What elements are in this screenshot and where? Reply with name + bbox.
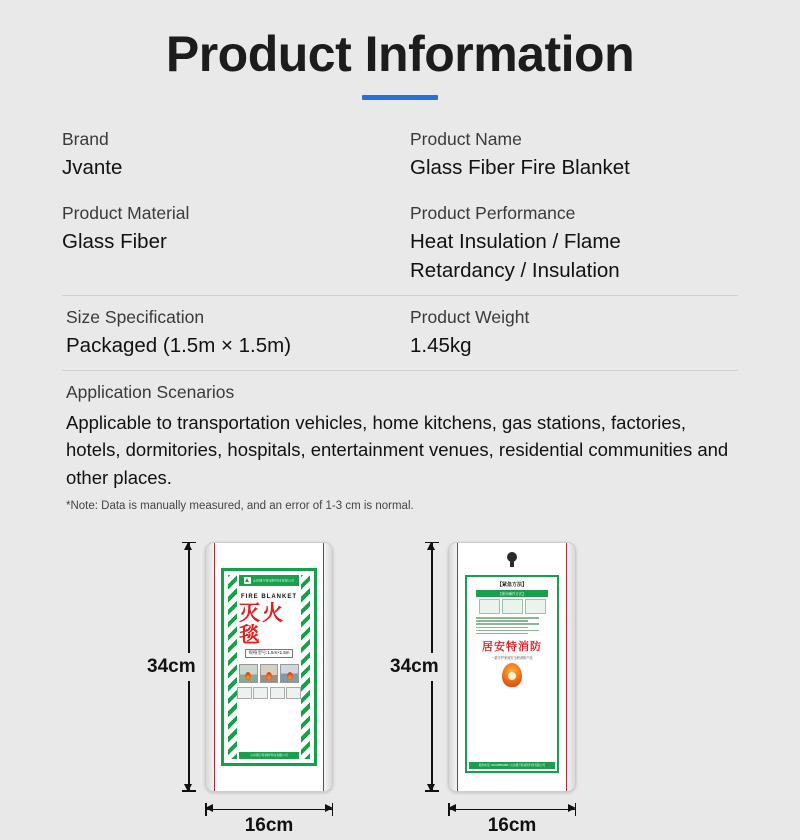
flame-icon [245, 672, 251, 680]
dimension-arrow-bottom [427, 784, 435, 792]
spec-value-performance: Heat Insulation / Flame Retardancy / Insulation [410, 230, 621, 282]
dimension-line [448, 809, 576, 811]
text-line [476, 620, 528, 622]
text-line [476, 633, 528, 635]
back-step-1 [479, 599, 500, 614]
hatch-stripe-right [301, 575, 310, 759]
spec-label-brand: Brand [62, 128, 109, 149]
spec-row-brand [62, 118, 738, 193]
spec-label-weight: Product Weight [410, 306, 530, 327]
dimension-line [205, 809, 333, 811]
hatch-stripe-left [228, 575, 237, 759]
label-usage-steps [237, 687, 302, 699]
dimension-arrow-left [448, 804, 456, 812]
label-top-band-text: 山东捷万特消防科技有限公司 [252, 578, 295, 583]
dimension-width-label-back: 16cm [487, 814, 537, 836]
fire-mascot-icon [502, 663, 522, 687]
dimension-width-label-front: 16cm [244, 814, 294, 836]
spec-cell-material [62, 200, 400, 285]
label-photo-vehicle [260, 664, 279, 683]
spec-cell-brand [62, 126, 400, 183]
hang-hole-icon [507, 552, 517, 566]
usage-step-1 [237, 687, 252, 699]
title-underline-accent [362, 95, 438, 100]
label-photo-factory [280, 664, 299, 683]
dimension-height-front [148, 542, 200, 792]
dimension-arrow-bottom [184, 784, 192, 792]
spec-label-product-name: Product Name [410, 128, 522, 149]
package-label-back [467, 577, 557, 771]
product-images [0, 532, 800, 836]
flame-icon [287, 672, 293, 680]
measurement-note: *Note: Data is manually measured, and an error of 1-3 cm is normal. [66, 499, 414, 512]
usage-step-3 [270, 687, 285, 699]
text-line [476, 630, 540, 632]
label-back-subtitle: 一款守护家庭安全的消防产品 [491, 656, 533, 661]
dimension-arrow-right [568, 804, 576, 812]
dimension-arrow-top [427, 542, 435, 550]
label-back-step-images [479, 599, 546, 614]
spec-row-size [62, 295, 738, 371]
usage-step-4 [286, 687, 301, 699]
label-top-band [239, 575, 299, 586]
text-line [476, 623, 540, 625]
package-label-front [224, 571, 314, 763]
label-footer-back: 服务电话: 400-8888-888 / 山东捷万特消防科技有限公司 [469, 762, 555, 769]
spec-row-application [62, 370, 738, 528]
dimension-height-back [391, 542, 443, 792]
spec-label-material: Product Material [62, 203, 190, 224]
back-step-2 [502, 599, 523, 614]
text-line [476, 617, 540, 619]
spec-cell-product-name [400, 126, 738, 183]
dimension-height-label-front: 34cm [146, 653, 197, 681]
spec-label-performance: Product Performance [410, 203, 576, 224]
label-english-title: FIRE BLANKET [241, 593, 297, 600]
label-photo-kitchen [239, 664, 258, 683]
dimension-arrow-left [205, 804, 213, 812]
page-title: Product Information [165, 26, 635, 82]
spec-cell-size [62, 304, 400, 361]
label-photo-row [239, 664, 299, 683]
spec-value-product-name: Glass Fiber Fire Blanket [410, 155, 630, 179]
product-front-package [205, 542, 333, 792]
label-content-front [239, 575, 299, 759]
spec-cell-weight [400, 304, 738, 361]
product-back-package [448, 542, 576, 792]
label-chinese-subtitle: 规格型号:1.5m×1.5m [245, 649, 294, 658]
label-back-text-lines [476, 617, 548, 634]
spec-value-material: Glass Fiber [62, 230, 167, 254]
package-bag-front [205, 542, 333, 792]
spec-value-weight: 1.45kg [410, 334, 472, 358]
dimension-arrow-right [325, 804, 333, 812]
spec-table [62, 118, 738, 528]
spec-value-application: Applicable to transportation vehicles, home kitchens, gas stations, factories, hotels, dormitories, hospitals, entertainment venues, residential communities and other places. [66, 411, 729, 489]
spec-label-size: Size Specification [66, 306, 205, 327]
flame-icon [266, 672, 272, 680]
dimension-width-front [205, 800, 333, 840]
label-back-band: 【使用操作方法】 [476, 590, 548, 597]
hang-hole-slot [510, 560, 514, 567]
dimension-width-back [448, 800, 576, 840]
package-bag-back [448, 542, 576, 792]
dimension-arrow-top [184, 542, 192, 550]
label-footer-front: 山东捷万特消防科技有限公司 [239, 752, 299, 759]
dimension-height-label-back: 34cm [389, 653, 440, 681]
label-chinese-title: 灭火毯 [239, 600, 285, 647]
company-logo-icon [244, 577, 251, 584]
label-back-head: 【紧急方法】 [496, 581, 527, 588]
back-step-3 [525, 599, 546, 614]
spec-label-application: Application Scenarios [66, 382, 235, 403]
spec-row-material [62, 192, 738, 295]
usage-step-2 [253, 687, 268, 699]
label-back-title: 居安特消防 [482, 640, 542, 654]
text-line [476, 627, 528, 629]
spec-value-size: Packaged (1.5m × 1.5m) [66, 334, 292, 358]
spec-value-brand: Jvante [62, 155, 123, 179]
spec-cell-performance [400, 200, 738, 285]
